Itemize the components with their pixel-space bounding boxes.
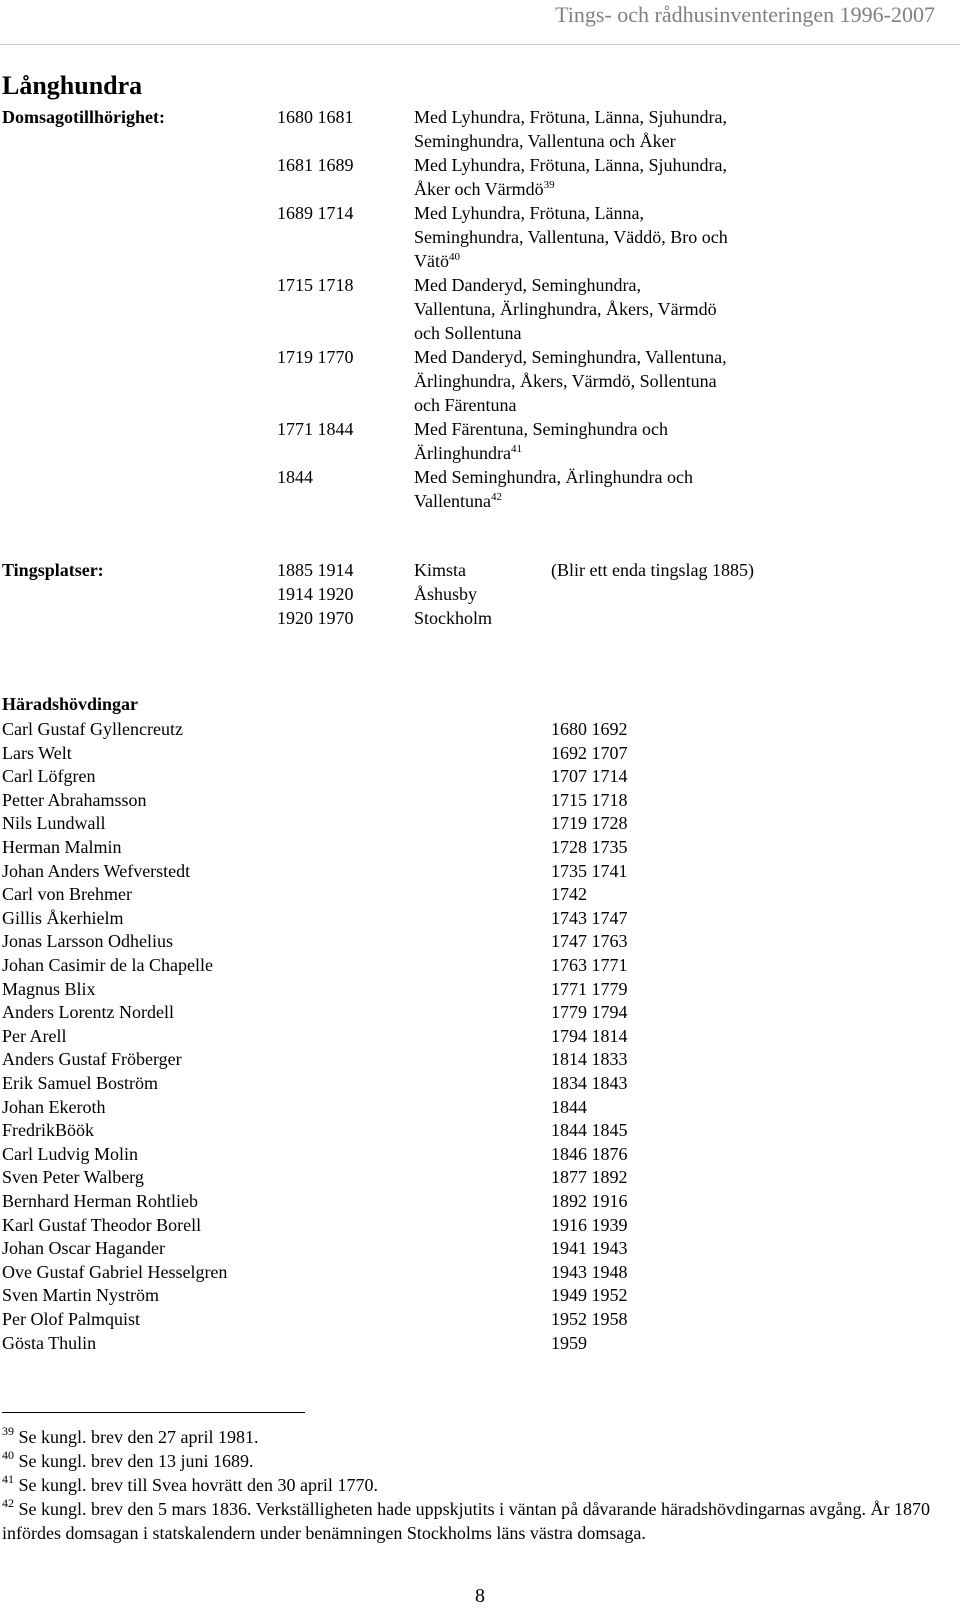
judge-row — [0, 811, 700, 835]
judge-years: 1715 1718 — [551, 789, 628, 810]
judge-years: 1771 1779 — [551, 978, 628, 999]
footnote-ref: 39 — [543, 179, 555, 191]
judge-name: Carl Gustaf Gyllencreutz — [2, 719, 183, 739]
footnote-text: Se kungl. brev den 13 juni 1689. — [18, 1451, 254, 1471]
judge-name: Johan Ekeroth — [2, 1096, 106, 1117]
tingsplatser-label: Tingsplatser: — [2, 560, 104, 580]
judge-row — [0, 1118, 700, 1142]
judge-years: 1892 1916 — [551, 1191, 628, 1211]
domsago-text-line: Vätö$^{40}$ — [414, 251, 460, 271]
judge-row — [0, 764, 700, 788]
judge-row — [0, 1213, 700, 1237]
page-number: 8 — [475, 1585, 485, 1607]
domsago-years: 1719 1770 — [277, 347, 354, 367]
judge-row — [0, 717, 700, 741]
judge-row — [0, 788, 700, 812]
footnote-39 — [2, 1425, 952, 1449]
judge-name: Carl von Brehmer — [2, 884, 132, 905]
judge-years: 1877 1892 — [551, 1167, 628, 1188]
judge-name: Gösta Thulin — [2, 1332, 97, 1353]
domsago-text-line: Vallentuna, Ärlinghundra, Åkers, Värmdö — [414, 299, 717, 319]
domsago-text-line: Med Lyhundra, Frötuna, Länna, — [414, 203, 644, 223]
judge-row — [0, 1331, 700, 1355]
judge-name: Gillis Åkerhielm — [2, 907, 124, 928]
judge-name: Bernhard Herman Rohtlieb — [2, 1191, 198, 1211]
section-title: Långhundra — [2, 71, 143, 100]
judge-row — [0, 835, 700, 859]
domsago-text-line: Seminghundra, Vallentuna och Åker — [414, 131, 676, 151]
running-header: Tings- och rådhusinventeringen 1996-2007 — [555, 2, 935, 27]
judge-name: Carl Löfgren — [2, 766, 96, 787]
footnote-text: Se kungl. brev den 27 april 1981. — [18, 1427, 259, 1447]
judge-row — [0, 1024, 700, 1048]
domsago-text-line: Med Lyhundra, Frötuna, Länna, Sjuhundra, — [414, 107, 727, 127]
judge-row — [0, 1236, 700, 1260]
judge-name: Lars Welt — [2, 742, 72, 763]
judge-years: 1834 1843 — [551, 1073, 628, 1093]
judge-row — [0, 1283, 700, 1307]
judge-row — [0, 1095, 700, 1119]
footnote-ref: 42 — [490, 491, 502, 503]
domsago-text-line: Med Danderyd, Seminghundra, Vallentuna, — [414, 347, 727, 367]
judge-row — [0, 1260, 700, 1284]
domsago-years: 1681 1689 — [277, 155, 354, 175]
domsago-text-line: och Färentuna — [414, 395, 517, 415]
domsago-text-line: Med Färentuna, Seminghundra och — [414, 419, 668, 439]
footnote-text: Se kungl. brev den 5 mars 1836. Verkställigheten hade uppskjutits i väntan på dåvarande häradshövdingarnas avgång. År 1870 infördes domsagan i statskalendern under benämningen Stockholms läns västra domsaga. — [2, 1499, 930, 1543]
domsago-years: 1715 1718 — [277, 275, 354, 295]
tingsplats-years: 1920 1970 — [277, 608, 354, 628]
domsago-text-line: Med Danderyd, Seminghundra, — [414, 275, 641, 295]
domsago-text-line: Med Seminghundra, Ärlinghundra och — [414, 467, 693, 487]
judge-row — [0, 953, 700, 977]
tingsplats-years: 1885 1914 — [277, 560, 354, 580]
judge-name: Per Olof Palmquist — [2, 1309, 140, 1329]
judge-name: Ove Gustaf Gabriel Hesselgren — [2, 1261, 228, 1282]
judge-row — [0, 1189, 700, 1213]
judge-years: 1719 1728 — [551, 813, 628, 834]
judge-row — [0, 906, 700, 930]
judge-years: 1844 1845 — [551, 1120, 628, 1141]
judge-name: Jonas Larsson Odhelius — [2, 931, 173, 952]
judge-years: 1943 1948 — [551, 1261, 628, 1282]
domsago-text-line: Vallentuna$^{42}$ — [414, 491, 502, 511]
judge-row — [0, 741, 700, 765]
judge-years: 1846 1876 — [551, 1143, 628, 1164]
tingsplats-place: Åshusby — [414, 584, 478, 604]
judge-years: 1814 1833 — [551, 1049, 628, 1070]
tingsplats-place: Kimsta — [414, 560, 466, 580]
domsago-years: 1680 1681 — [277, 107, 354, 127]
judge-years: 1728 1735 — [551, 837, 628, 857]
judge-name: Herman Malmin — [2, 837, 122, 857]
judge-name: Johan Casimir de la Chapelle — [2, 955, 213, 975]
domsago-text-line: och Sollentuna — [414, 323, 522, 343]
tingsplats-note: (Blir ett enda tingslag 1885) — [551, 560, 754, 580]
judge-name: Erik Samuel Boström — [2, 1073, 158, 1093]
footnote-text: Se kungl. brev till Svea hovrätt den 30 april 1770. — [18, 1475, 378, 1495]
judge-name: Carl Ludvig Molin — [2, 1143, 138, 1164]
judge-years: 1959 — [551, 1332, 587, 1353]
tingsplats-place: Stockholm — [414, 608, 493, 628]
judge-row — [0, 929, 700, 953]
judge-row — [0, 859, 700, 883]
tingsplats-years: 1914 1920 — [277, 584, 354, 604]
domsago-text-line: Seminghundra, Vallentuna, Väddö, Bro och — [414, 227, 728, 247]
footnote-number: 40 — [2, 1448, 14, 1462]
footnote-42 — [2, 1497, 952, 1545]
judge-years: 1779 1794 — [551, 1002, 628, 1023]
judge-years: 1735 1741 — [551, 860, 628, 881]
judge-row — [0, 977, 700, 1001]
judge-name: Sven Martin Nyström — [2, 1285, 159, 1306]
judge-years: 1743 1747 — [551, 907, 628, 928]
judge-years: 1692 1707 — [551, 742, 628, 763]
judge-years: 1916 1939 — [551, 1214, 628, 1235]
judge-name: Johan Oscar Hagander — [2, 1238, 165, 1259]
judge-row — [0, 1000, 700, 1024]
judge-row — [0, 1307, 700, 1331]
judge-years: 1747 1763 — [551, 931, 628, 952]
judge-name: Johan Anders Wefverstedt — [2, 860, 191, 881]
judge-name: Sven Peter Walberg — [2, 1167, 144, 1188]
judge-name: Magnus Blix — [2, 978, 96, 999]
judge-name: Anders Lorentz Nordell — [2, 1002, 174, 1023]
footnote-ref: 40 — [449, 251, 460, 263]
judge-row — [0, 882, 700, 906]
footnote-40 — [2, 1449, 952, 1473]
footnote-41 — [2, 1473, 952, 1497]
judge-years: 1844 — [551, 1096, 587, 1117]
judge-name: Nils Lundwall — [2, 813, 106, 834]
judge-row — [0, 1165, 700, 1189]
judge-name: Anders Gustaf Fröberger — [2, 1049, 182, 1070]
judge-years: 1680 1692 — [551, 719, 628, 739]
judge-years: 1949 1952 — [551, 1285, 628, 1306]
domsago-years: 1689 1714 — [277, 203, 354, 223]
footnote-number: 42 — [2, 1496, 14, 1510]
header-rule — [0, 44, 960, 45]
judge-row — [0, 1047, 700, 1071]
judge-years: 1742 — [551, 884, 587, 905]
judge-row — [0, 1142, 700, 1166]
footnote-ref: 41 — [510, 443, 522, 455]
judge-years: 1707 1714 — [551, 766, 628, 787]
domsago-years: 1844 — [277, 467, 313, 487]
footnote-number: 39 — [2, 1424, 14, 1438]
judge-years: 1952 1958 — [551, 1309, 628, 1329]
footnote-separator — [2, 1412, 305, 1413]
domsago-text-line: Ärlinghundra, Åkers, Värmdö, Sollentuna — [414, 371, 717, 391]
footnote-number: 41 — [2, 1472, 14, 1486]
domsago-label: Domsagotillhörighet: — [2, 107, 165, 127]
domsago-years: 1771 1844 — [277, 419, 354, 439]
judge-name: Karl Gustaf Theodor Borell — [2, 1214, 202, 1235]
domsago-text-line: Åker och Värmdö$^{39}$ — [414, 179, 555, 199]
judge-name: FredrikBöök — [2, 1120, 94, 1141]
judge-years: 1794 1814 — [551, 1025, 628, 1046]
domsago-text-line: Med Lyhundra, Frötuna, Länna, Sjuhundra, — [414, 155, 727, 175]
judge-name: Petter Abrahamsson — [2, 789, 147, 810]
domsago-text-line: Ärlinghundra$^{41}$ — [414, 443, 522, 463]
judge-row — [0, 1071, 700, 1095]
haradshovdingar-heading: Häradshövdingar — [2, 694, 139, 714]
judge-years: 1941 1943 — [551, 1238, 628, 1259]
judge-years: 1763 1771 — [551, 955, 628, 975]
judge-name: Per Arell — [2, 1025, 67, 1046]
